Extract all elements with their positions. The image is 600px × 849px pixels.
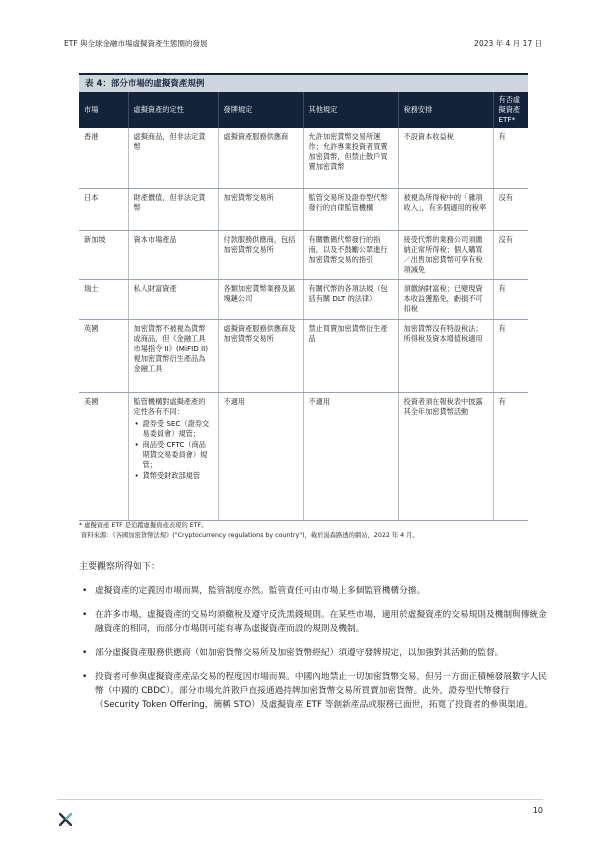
- cell-nature-list: [134, 419, 213, 481]
- cell-licensing: 付款服務供應商，包括加密貨幣交易所: [218, 230, 303, 279]
- table-title: 表 4：部分市場的虛擬資產規例: [79, 73, 528, 92]
- table-row: [79, 128, 528, 188]
- column-header-tax: 稅務安排: [398, 92, 493, 128]
- header-title: ETF 與全球金融市場虛擬資產生態圈的發展: [64, 39, 208, 48]
- column-header-nature: 虛擬資產的定性: [128, 92, 218, 128]
- header-date: 2023 年 4 月 17 日: [474, 39, 542, 48]
- footnote: * 虛擬資產 ETF 是追蹤虛擬資產表現的 ETF。: [79, 522, 208, 529]
- cell-nature: [128, 392, 218, 520]
- cell-licensing: 不適用: [218, 392, 303, 520]
- cell-nature: 資本市場產品: [128, 230, 218, 279]
- cell-licensing: 虛擬資產服務供應商及加密貨幣交易所: [218, 319, 303, 392]
- table-row: [79, 188, 528, 230]
- cell-nature-intro: 監管機構對虛擬產產的定性各有不同：: [133, 396, 206, 416]
- cell-etf: 有: [493, 392, 528, 520]
- cell-nature: 財產價值，但非法定貨幣: [128, 188, 218, 230]
- cell-licensing: 各類加密貨幣業務及區塊鏈公司: [218, 279, 303, 319]
- footer-divider: [57, 799, 543, 800]
- list-item: • 貨幣受財政部規管: [134, 471, 213, 481]
- cell-market: 美國: [79, 392, 128, 520]
- table-row: [79, 230, 528, 279]
- table-row: [79, 319, 528, 392]
- cell-other: 有關代幣的各項法規（包括有關 DLT 的法律）: [303, 279, 398, 319]
- cell-other: 有關數碼代幣發行的指南，以及不鼓勵公眾進行加密貨幣交易的指引: [303, 230, 398, 279]
- page-number: 10: [532, 806, 543, 815]
- hkex-x-logo-icon: [59, 813, 72, 826]
- column-header-licensing: 發牌規定: [218, 92, 303, 128]
- column-header-market: 市場: [79, 92, 128, 128]
- cell-tax: 不設資本收益稅: [398, 128, 493, 188]
- cell-etf: 沒有: [493, 230, 528, 279]
- column-header-other: 其他規定: [303, 92, 398, 128]
- list-item: • 在許多市場，虛擬資產的交易均須繳稅及遵守反洗黑錢規則。在某些市場，適用於虛擬資產的交易規則及機制與傳統金融資產的相同，而部分市場則可能有專為虛擬資產而設的規則及機制。: [79, 608, 549, 636]
- cell-other: 監管交易所及證券型代幣發行的自律監管機構: [303, 188, 398, 230]
- cell-other: 禁止買賣加密貨幣衍生產品: [303, 319, 398, 392]
- list-item: • 投資者可參與虛擬資產產品交易的程度因市場而異。中國內地禁止一切加密貨幣交易，但另一方面正積極發展數字人民幣（中國的 CBDC）。部分市場允許散戶直接通過持牌加密貨幣交易所買賣加密貨幣。此外，證券型代幣發行（Security Token Offering，簡稱 STO）及虛擬資產 ETF 等創新產品或服務已面世，拓寬了投資者的參與渠道。: [79, 670, 549, 712]
- cell-nature: 加密貨幣不被視為貨幣或商品，但《金融工具市場指令 II》(MiFID II)視加密貨幣衍生產品為金融工具: [128, 319, 218, 392]
- cell-tax: 須繳納財富稅；已變現資本收益獲豁免，虧損不可扣稅: [398, 279, 493, 319]
- cell-tax: 投資者須在報稅表中披露其全年加密貨幣活動: [398, 392, 493, 520]
- cell-market: 英國: [79, 319, 128, 392]
- source-note: 資料來源：《各國加密貨幣法規》("Cryptocurrency regulations by country")，載於湯森路透的網站，2022 年 4 月。: [81, 532, 419, 539]
- list-item: • 虛擬資產的定義因市場而異，監管制度亦然。監管責任可由市場上多個監管機構分擔。: [79, 584, 549, 598]
- cell-other: 允許加密貨幣交易所運作；允許專業投資者買賣加密貨幣，但禁止散戶買賣加密貨幣: [303, 128, 398, 188]
- list-item: • 部分虛擬資產服務供應商（如加密貨幣交易所及加密貨幣經紀）須遵守發牌規定，以加強對其活動的監督。: [79, 646, 549, 660]
- cell-other: 不適用: [303, 392, 398, 520]
- cell-etf: 有: [493, 128, 528, 188]
- regulation-table-grid: [79, 92, 528, 521]
- column-header-etf: 有否虛擬資產 ETF*: [493, 92, 528, 128]
- cell-tax: 加密貨幣沒有特設稅法；所得稅及資本增值稅適用: [398, 319, 493, 392]
- regulation-table: [79, 73, 528, 521]
- cell-tax: 被視為所得稅中的「雜項收入」，有多個適用的稅率: [398, 188, 493, 230]
- cell-nature: 虛擬商品，但非法定貨幣: [128, 128, 218, 188]
- cell-licensing: 加密貨幣交易所: [218, 188, 303, 230]
- table-row: [79, 279, 528, 319]
- cell-market: 新加坡: [79, 230, 128, 279]
- table-header-row: [79, 92, 528, 128]
- cell-etf: 有: [493, 319, 528, 392]
- cell-market: 瑞士: [79, 279, 128, 319]
- table-row: [79, 392, 528, 520]
- observations-title: 主要觀察所得如下：: [79, 562, 161, 572]
- cell-etf: 有: [493, 279, 528, 319]
- table-notes: [79, 521, 539, 541]
- list-item: • 商品受 CFTC（商品期貨交易委員會）規管；: [134, 440, 213, 470]
- cell-tax: 接受代幣的業務公司須繳納正常所得稅；個人購買／出售加密貨幣可享有稅項減免: [398, 230, 493, 279]
- cell-market: 香港: [79, 128, 128, 188]
- observations-list: [79, 584, 549, 722]
- list-item: • 證券受 SEC（證券交易委員會）規管；: [134, 419, 213, 439]
- cell-nature: 私人財富資產: [128, 279, 218, 319]
- cell-market: 日本: [79, 188, 128, 230]
- cell-licensing: 虛擬資產服務供應商: [218, 128, 303, 188]
- cell-etf: 沒有: [493, 188, 528, 230]
